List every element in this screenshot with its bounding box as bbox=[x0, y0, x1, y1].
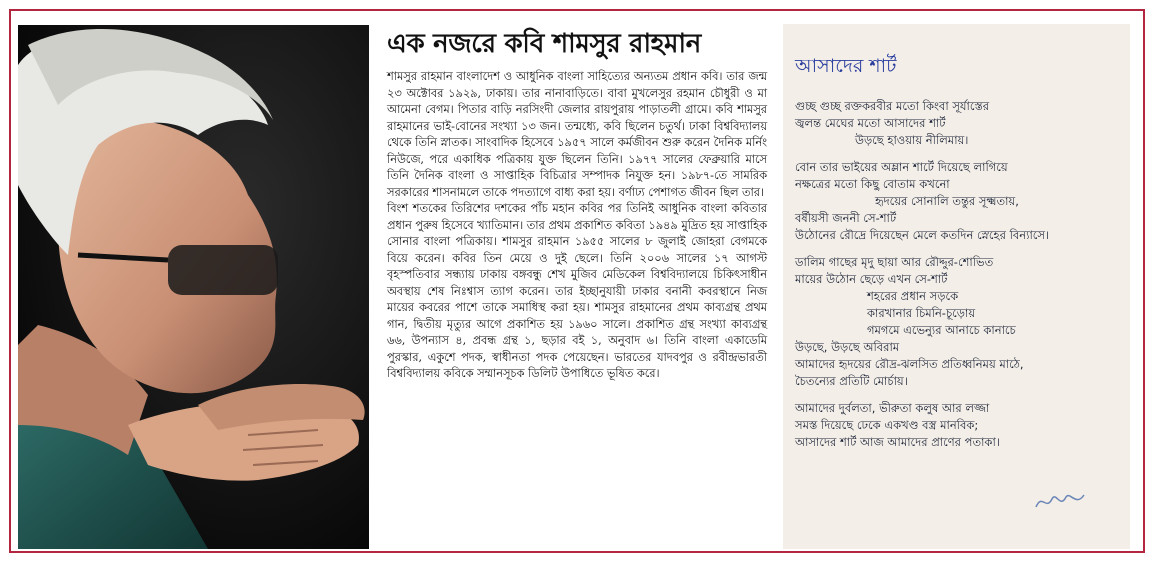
poem-line: গমগমে এভেন্যুর আনাচে কানাচে bbox=[867, 323, 1016, 337]
poem-line: বোন তার ভাইয়ের অম্লান শার্টে দিয়েছে লাগিয়ে bbox=[795, 160, 1008, 174]
poem-line: ডালিম গাছের মৃদু ছায়া আর রৌদ্দুর-শোভিত bbox=[795, 255, 994, 269]
poem-line: কারখানার চিমনি-চূড়োয় bbox=[867, 306, 976, 320]
poem-stanza bbox=[795, 159, 1120, 244]
poem-panel bbox=[783, 24, 1130, 549]
poem-line: উঠোনের রৌদ্রে দিয়েছেন মেলে কতদিন স্নেহের বিন্যাসে। bbox=[795, 228, 1050, 242]
poem-line: উড়ছে, উড়ছে অবিরাম bbox=[795, 340, 900, 354]
poem-line: আমাদের দুর্বলতা, ভীরুতা কলুষ আর লজ্জা bbox=[795, 401, 990, 415]
biography-article bbox=[387, 24, 767, 550]
poem-stanza bbox=[795, 98, 1120, 149]
article-title: এক নজরে কবি শামসুর রাহমান bbox=[387, 29, 701, 59]
poem-stanza bbox=[795, 254, 1120, 390]
poem-line: আসাদের শার্ট আজ আমাদের প্রাণের পতাকা। bbox=[795, 435, 1000, 449]
poem-line: সমস্ত দিয়েছে ঢেকে একখণ্ড বস্ত্র মানবিক; bbox=[795, 418, 979, 432]
poem-line: গুচ্ছ গুচ্ছ রক্তকরবীর মতো কিংবা সূর্যাস্তের bbox=[795, 99, 990, 113]
poem-line: শহরের প্রধান সড়কে bbox=[867, 289, 959, 303]
poem-line: উড়ছে হাওয়ায় নীলিমায়। bbox=[855, 133, 969, 147]
poem-line: নক্ষত্রের মতো কিছু বোতাম কখনো bbox=[795, 177, 950, 191]
article-paragraph: বিংশ শতকের তিরিশের দশকের পাঁচ মহান কবির পর তিনিই আধুনিক বাংলা কবিতার প্রধান পুরুষ হিসেবে খ্যাতিমান। তার প্রথম প্রকাশিত কবিতা ১৯৪৯ মুদ্রিত হয় সাপ্তাহিক সোনার বাংলা পত্রিকায়। শামসুর রাহমান ১৯৫৫ সালের ৮ জুলাই জোহরা বেগমকে বিয়ে করেন। কবির তিন মেয়ে ও দুই ছেলে। তিনি ২০০৬ সালের ১৭ আগস্ট বৃহস্পতিবার সন্ধ্যায় ঢাকায় বঙ্গবন্ধু শেখ মুজিব মেডিকেল বিশ্ববিদ্যালয়ে চিকিৎসাধীন অবস্থায় শেষ নিঃশ্বাস ত্যাগ করেন। তার ইচ্ছানুযায়ী ঢাকার বনানী কবরস্থানে নিজ মায়ের কবরের পাশে তাকে সমাধিস্থ করা হয়। শামসুর রাহমানের প্রথম কাব্যগ্রন্থ প্রথম গান, দ্বিতীয় মৃত্যুর আগে প্রকাশিত হয় ১৯৬০ সালে। প্রকাশিত গ্রন্থ সংখ্যা কাব্যগ্রন্থ ৬৬, উপন্যাস ৪, প্রবন্ধ গ্রন্থ ১, ছড়ার বই ১, অনুবাদ ৬। তিনি বাংলা একাডেমি পুরস্কার, একুশে পদক, স্বাধীনতা পদক পেয়েছেন। ভারতের যাদবপুর ও রবীন্দ্রভারতী বিশ্ববিদ্যালয় কবিকে সম্মানসূচক ডিলিট উপাধিতে ভূষিত করে। bbox=[387, 202, 767, 380]
poem-line: মায়ের উঠোন ছেড়ে এখন সে-শার্ট bbox=[795, 272, 948, 286]
poet-portrait-photo bbox=[18, 25, 369, 549]
poem-line: চৈতন্যের প্রতিটি মোর্চায়। bbox=[795, 374, 908, 388]
poem-line: আমাদের হৃদয়ের রৌদ্র-ঝলসিত প্রতিধ্বনিময় মাঠে, bbox=[795, 357, 1024, 371]
poem-line: হৃদয়ের সোনালি তন্তুর সূক্ষ্মতায়, bbox=[875, 194, 1019, 208]
article-paragraph: শামসুর রাহমান বাংলাদেশ ও আধুনিক বাংলা সাহিত্যের অন্যতম প্রধান কবি। তার জন্ম ২৩ অক্টোবর ১৯২৯, ঢাকায়। তার নানাবাড়িতে। বাবা মুখলেসুর রহমান চৌধুরী ও মা আমেনা বেগম। পিতার বাড়ি নরসিংদী জেলার রায়পুরায় পাড়াতলী গ্রামে। কবি শামসুর রাহমানের ভাই-বোনের সংখ্যা ১৩ জন। তন্মধ্যে, কবি ছিলেন চতুর্থ। ঢাকা বিশ্ববিদ্যালয় থেকে তিনি স্নাতক। সাংবাদিক হিসেবে ১৯৫৭ সালে কর্মজীবন শুরু করেন দৈনিক মর্নিং নিউজে, পরে একাধিক পত্রিকায় যুক্ত ছিলেন তিনি। ১৯৭৭ সালের ফেব্রুয়ারি মাসে তিনি দৈনিক বাংলা ও সাপ্তাহিক বিচিত্রার সম্পাদক নিযুক্ত হন। ১৯৮৭-তে সামরিক সরকারের শাসনামলে তাকে পদত্যাগে বাধ্য করা হয়। বর্ণাঢ্য পেশাগত জীবন ছিল তার। bbox=[387, 70, 767, 199]
poem-title: আসাদের শার্ট bbox=[795, 55, 897, 77]
poem-line: জ্বলন্ত মেঘের মতো আসাদের শার্ট bbox=[795, 116, 946, 130]
poem-stanza bbox=[795, 400, 1120, 451]
article-body bbox=[387, 69, 767, 383]
poem-line: বর্ষীয়সী জননী সে-শার্ট bbox=[795, 211, 897, 225]
handwritten-signature bbox=[1032, 485, 1092, 515]
